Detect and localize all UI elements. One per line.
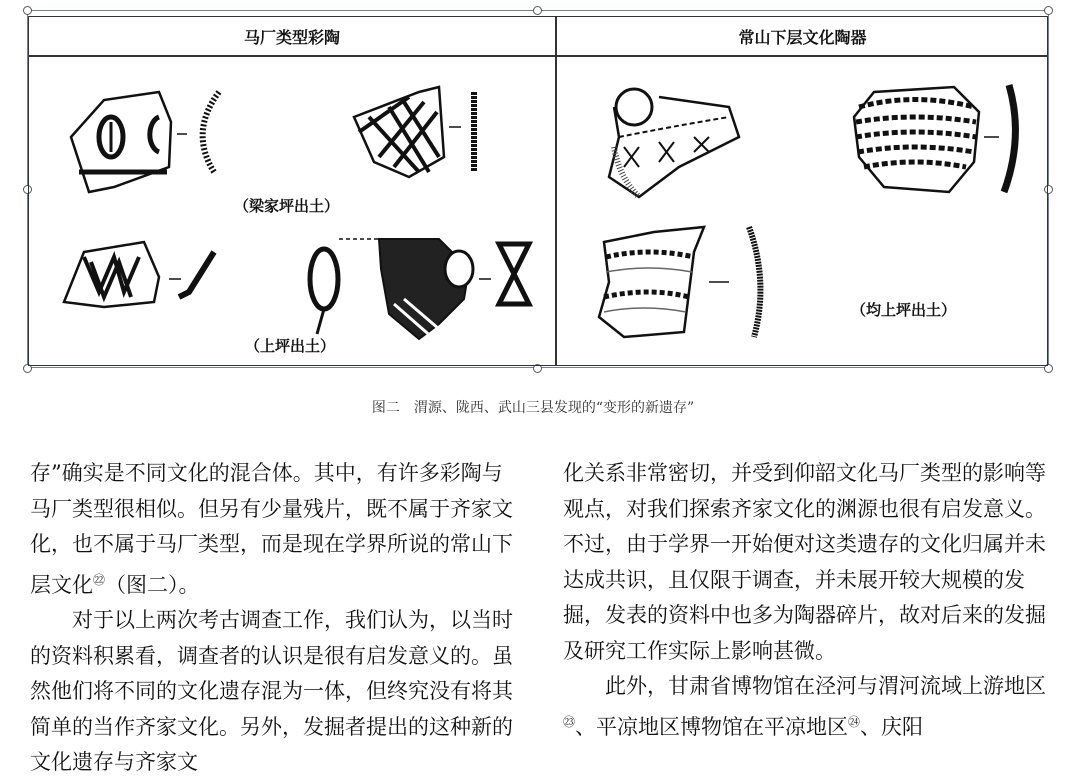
resize-handle-top-right[interactable]	[1044, 6, 1053, 15]
left-header: 马厂类型彩陶	[243, 28, 340, 47]
sherd-liangjiaping-1	[59, 72, 259, 197]
right-text-column	[563, 456, 1053, 745]
sherd-changshan-1	[599, 77, 769, 207]
sherd-changshan-3	[594, 222, 794, 342]
sherd-shangping-2	[299, 229, 539, 349]
label-liangjiaping: （梁家坪出土）	[234, 197, 340, 215]
left-paragraph-1: 存”确实是不同文化的混合体。其中，有许多彩陶与马厂类型很相似。但另有少量残片，既不属于齐家文化，也不属于马厂类型，而是现在学界所说的常山下层文化$^㉒$（图二）。	[30, 461, 513, 597]
left-text-column	[30, 456, 520, 781]
label-junshangping: （均上坪出土）	[851, 301, 957, 319]
footnote-ref-24[interactable]: ㉔	[848, 714, 861, 729]
right-header: 常山下层文化陶器	[738, 28, 867, 47]
right-paragraph-2: 此外，甘肃省博物馆在泾河与渭河流域上游地区$^㉓$、平凉地区博物馆在平凉地区$^㉔$、庆阳	[563, 674, 1046, 739]
figure-column-divider	[555, 17, 557, 365]
resize-handle-top-left[interactable]	[23, 6, 32, 15]
sherd-changshan-2	[844, 77, 1034, 197]
sherd-liangjiaping-2	[349, 77, 499, 187]
sherd-shangping-1	[59, 237, 229, 317]
figure-caption: 图二 渭源、陇西、武山三县发现的“变形的新遗存”	[371, 400, 695, 416]
label-shangping: （上坪出土）	[245, 337, 336, 355]
resize-handle-top[interactable]	[533, 6, 542, 15]
pottery-figure	[28, 16, 1048, 366]
right-paragraph-1: 化关系非常密切，并受到仰韶文化马厂类型的影响等观点，对我们探索齐家文化的渊源也很有启发意义。不过，由于学界一开始便对这类遗存的文化归属并未达成共识，且仅限于调查，并未展开较大规模的发掘，发表的资料中也多为陶器碎片，故对后来的发掘及研究工作实际上影响甚微。	[563, 461, 1046, 663]
footnote-ref-23[interactable]: ㉓	[563, 714, 576, 729]
figure-header-divider	[29, 55, 1047, 57]
footnote-ref-22[interactable]: ㉒	[93, 572, 106, 587]
left-paragraph-2: 对于以上两次考古调查工作，我们认为，以当时的资料积累看，调查者的认识是很有启发意义的。虽然他们将不同的文化遗存混为一体，但终究没有将其简单的当作齐家文化。另外，发掘者提出的这种新的文化遗存与齐家文	[30, 608, 513, 774]
